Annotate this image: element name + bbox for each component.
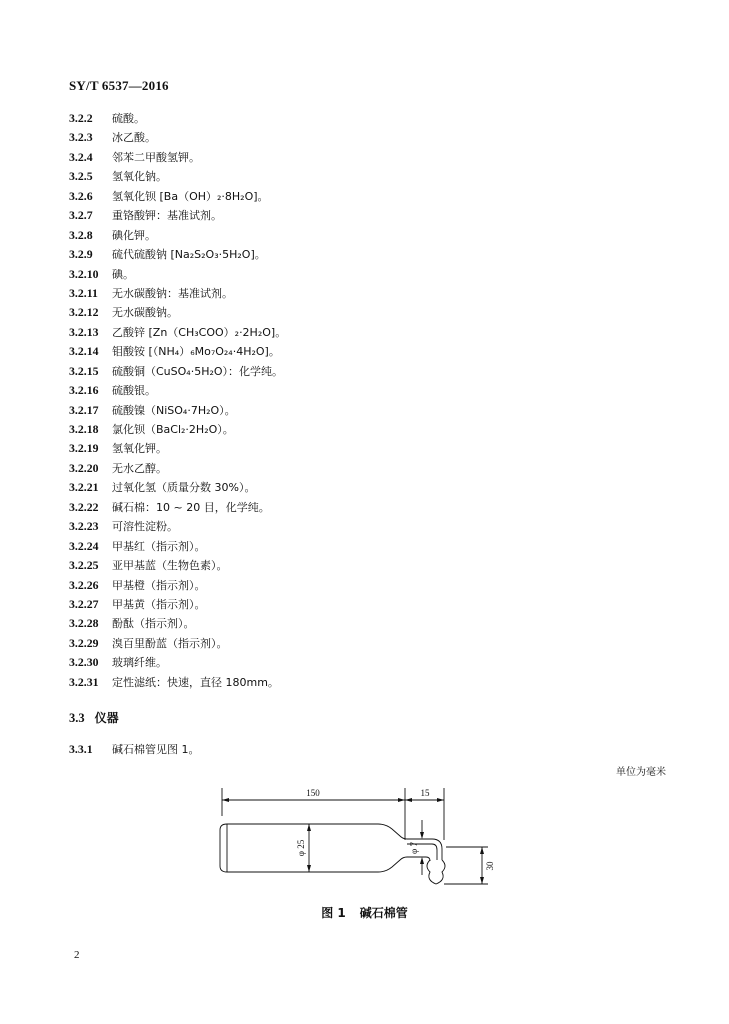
item-text: 碱石棉管见图 1。 [112, 743, 200, 756]
item-number: 3.2.17 [69, 402, 99, 417]
list-item [69, 634, 669, 653]
item-text: 无水碳酸钠。 [112, 306, 178, 320]
item-text: 甲基黄（指示剂）。 [112, 597, 206, 611]
item-text: 酚酞（指示剂）。 [112, 617, 195, 631]
item-text: 邻苯二甲酸氢钾。 [112, 150, 200, 164]
list-item [69, 226, 669, 245]
list-item [69, 420, 669, 439]
arrowhead [437, 798, 444, 802]
list-item [69, 517, 669, 536]
figure-caption [0, 904, 729, 921]
item-text: 钼酸铵 [（NH₄）₆Mo₇O₂₄·4H₂O]。 [112, 345, 280, 359]
dim-label-diameter-large: φ 25 [296, 839, 306, 857]
item-text: 亚甲基蓝（生物色素）。 [112, 559, 228, 573]
item-number: 3.2.18 [69, 422, 99, 436]
section-title: 仪器 [94, 711, 119, 725]
item-text: 硫酸铜（CuSO₄·5H₂O）：化学纯。 [112, 364, 284, 378]
item-number: 3.2.15 [69, 363, 99, 378]
item-text: 无水碳酸钠：基准试剂。 [112, 286, 233, 300]
tube-bulb [427, 860, 445, 884]
item-text: 溴百里酚蓝（指示剂）。 [112, 636, 228, 650]
item-text: 氢氧化钡 [Ba（OH）₂·8H₂O]。 [112, 189, 269, 203]
list-item [69, 303, 669, 322]
unit-note: 单位为毫米 [616, 767, 666, 778]
section-number: 3.3 [69, 711, 85, 725]
list-item [69, 576, 669, 595]
item-number: 3.2.29 [69, 635, 99, 650]
list-item [69, 148, 669, 167]
item-text: 硫酸。 [112, 112, 145, 125]
item-number: 3.2.22 [69, 499, 99, 514]
item-text: 玻璃纤维。 [112, 656, 167, 670]
figure-title: 碱石棉管 [359, 906, 408, 920]
item-number: 3.2.24 [69, 538, 99, 553]
list-item [69, 245, 669, 264]
item-number: 3.2.21 [69, 480, 99, 495]
item-text: 氢氧化钠。 [112, 170, 167, 184]
item-number: 3.2.12 [69, 305, 99, 320]
list-item [69, 362, 669, 381]
item-number: 3.2.30 [69, 655, 99, 670]
list-item [69, 537, 669, 556]
item-text: 可溶性淀粉。 [112, 520, 178, 534]
list-item [69, 187, 669, 206]
dim-label-height: 30 [485, 861, 495, 871]
dim-label-length: 150 [306, 788, 320, 798]
item-number: 3.2.23 [69, 519, 99, 534]
item-number: 3.2.16 [69, 383, 99, 398]
item-number: 3.2.3 [69, 130, 93, 145]
arrowhead [405, 798, 412, 802]
list-item [69, 498, 669, 517]
arrowhead [307, 865, 311, 872]
item-number: 3.2.20 [69, 460, 99, 475]
item-text: 碘化钾。 [112, 228, 156, 242]
item-text: 冰乙酸。 [112, 131, 156, 145]
reagent-list [69, 109, 669, 692]
list-item [69, 556, 669, 575]
list-item [69, 323, 669, 342]
item-number: 3.2.25 [69, 558, 99, 573]
dim-label-right: 15 [420, 788, 430, 798]
list-item [69, 439, 669, 458]
item-number: 3.2.9 [69, 247, 93, 262]
item-number: 3.2.19 [69, 441, 99, 456]
item-number: 3.2.14 [69, 344, 99, 359]
item-text: 硫代硫酸钠 [Na₂S₂O₃·5H₂O]。 [112, 248, 266, 262]
item-number: 3.2.6 [69, 188, 93, 203]
list-item [69, 381, 669, 400]
item-number: 3.2.27 [69, 596, 99, 611]
item-text: 乙酸锌 [Zn（CH₃COO）₂·2H₂O]。 [112, 325, 287, 339]
arrowhead [420, 832, 424, 839]
list-item [69, 401, 669, 420]
item-text: 甲基橙（指示剂）。 [112, 578, 206, 592]
item-number: 3.2.8 [69, 227, 93, 242]
list-item [69, 167, 669, 186]
list-item [69, 673, 669, 692]
list-item [69, 128, 669, 147]
item-text: 氢氧化钾。 [112, 442, 167, 456]
section-heading [69, 709, 119, 726]
item-text: 硫酸镍（NiSO₄·7H₂O）。 [112, 403, 236, 417]
item-number: 3.2.5 [69, 169, 93, 184]
item-number: 3.2.4 [69, 149, 93, 164]
item-number: 3.2.13 [69, 324, 99, 339]
arrowhead [480, 847, 484, 854]
list-item [69, 342, 669, 361]
list-item [69, 109, 669, 128]
item-number: 3.2.28 [69, 616, 99, 631]
arrowhead [480, 877, 484, 884]
list-item [69, 614, 669, 633]
item-number: 3.2.31 [69, 674, 99, 689]
standard-code: SY/T 6537—2016 [69, 78, 169, 93]
item-number: 3.2.11 [69, 285, 98, 300]
arrowhead [222, 798, 229, 802]
item-number: 3.2.7 [69, 208, 93, 223]
item-text: 硫酸银。 [112, 384, 156, 398]
arrowhead [307, 824, 311, 831]
list-item [69, 206, 669, 225]
item-number: 3.3.1 [69, 742, 93, 756]
list-item [69, 653, 669, 672]
page-number: 2 [74, 949, 80, 961]
list-item [69, 284, 669, 303]
item-number: 3.2.26 [69, 577, 99, 592]
item-text: 碘。 [112, 267, 134, 281]
item-text: 氯化钡（BaCl₂·2H₂O）。 [112, 423, 234, 436]
item-text: 碱石棉：10 ~ 20 目，化学纯。 [112, 500, 270, 514]
item-text: 甲基红（指示剂）。 [112, 539, 206, 553]
item-text: 无水乙醇。 [112, 461, 167, 475]
figure-number: 图 1 [321, 906, 346, 920]
list-item [69, 265, 669, 284]
arrowhead [398, 798, 405, 802]
tube-rim [220, 824, 227, 872]
item-number: 3.2.10 [69, 266, 99, 281]
list-item [69, 459, 669, 478]
list-item [69, 595, 669, 614]
item-number: 3.2.2 [69, 111, 93, 125]
item-text: 过氧化氢（质量分数 30%）。 [112, 481, 256, 495]
tube-drawing [200, 780, 500, 898]
arrowhead [420, 857, 424, 864]
item-text: 重铬酸钾：基准试剂。 [112, 209, 222, 223]
list-item [69, 478, 669, 497]
item-text: 定性滤纸：快速，直径 180mm。 [112, 675, 279, 689]
soda-asbestos-tube-figure [200, 780, 500, 902]
list-item [69, 740, 200, 759]
dim-label-diameter-small: φ 7 [409, 842, 419, 854]
